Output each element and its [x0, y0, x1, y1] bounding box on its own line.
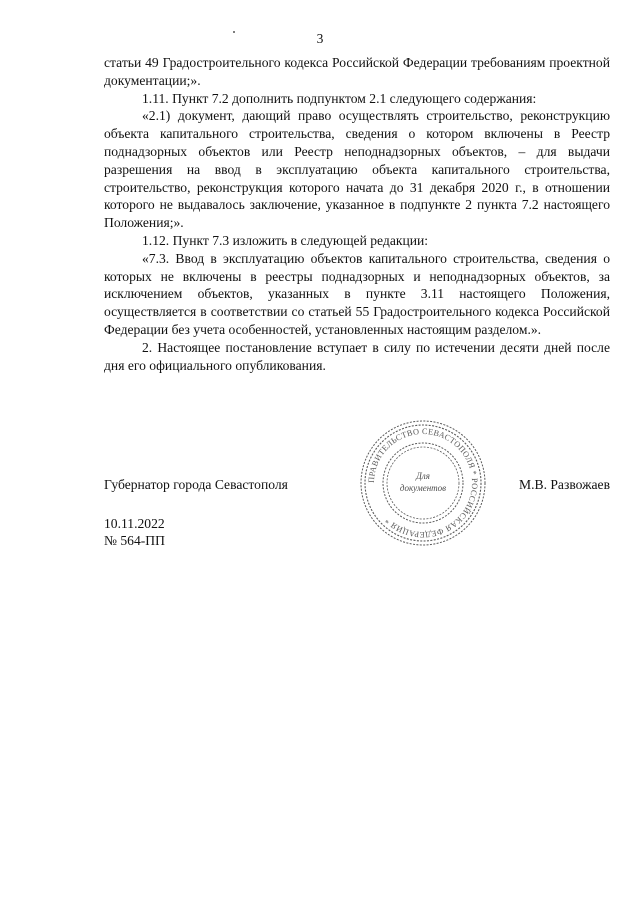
- official-seal: [358, 419, 488, 547]
- signatory-title: Губернатор города Севастополя: [104, 477, 288, 492]
- seal-inner-line-1: Для: [416, 471, 430, 481]
- paragraph-effective-date: 2. Настоящее постановление вступает в силу по истечении десяти дней после дня его официального опубликования.: [104, 339, 610, 373]
- paragraph-quote-7-3: «7.3. Ввод в эксплуатацию объектов капитального строительства, сведения о которых не включены в реестры поднадзорных и неподнадзорных объектов, за исключением объектов, указанных в пункте 3.11 настоящего Положения, осуществляется в соответствии со статьей 55 Градостроительного кодекса Российской Федерации без учета особенностей, установленных настоящим разделом.».: [104, 250, 610, 337]
- document-body: [104, 54, 610, 374]
- page-number: 3: [316, 31, 324, 46]
- paragraph-continuation: статьи 49 Градостроительного кодекса Российской Федерации требованиям проектной документации;».: [104, 55, 610, 88]
- paragraph-item-1-12: 1.12. Пункт 7.3 изложить в следующей редакции:: [142, 232, 429, 248]
- paragraph-quote-2-1: «2.1) документ, дающий право осуществлять строительство, реконструкцию объекта капитального строительства, сведения о котором включены в Реестр поднадзорных объектов или Реестр неподнадзорных объектов, – для выдачи разрешения на ввод в эксплуатацию объекта капитального строительства, строительство, реконструкция которого начата до 31 декабря 2020 г., в отношении которого не выдавалось заключение, указанное в подпункте 2 пункта 7.2 настоящего Положения;».: [104, 108, 610, 231]
- signatory-name: М.В. Развожаев: [519, 477, 610, 492]
- document-number: № 564-ПП: [104, 533, 165, 548]
- seal-outer-text: ПРАВИТЕЛЬСТВО СЕВАСТОПОЛЯ * РОССИЙСКАЯ ФЕДЕРАЦИЯ *: [366, 426, 480, 540]
- seal-inner-line-2: документов: [399, 483, 447, 493]
- document-date-number: [104, 515, 165, 549]
- document-date: 10.11.2022: [104, 516, 165, 531]
- paragraph-item-1-11: 1.11. Пункт 7.2 дополнить подпунктом 2.1 следующего содержания:: [142, 90, 537, 106]
